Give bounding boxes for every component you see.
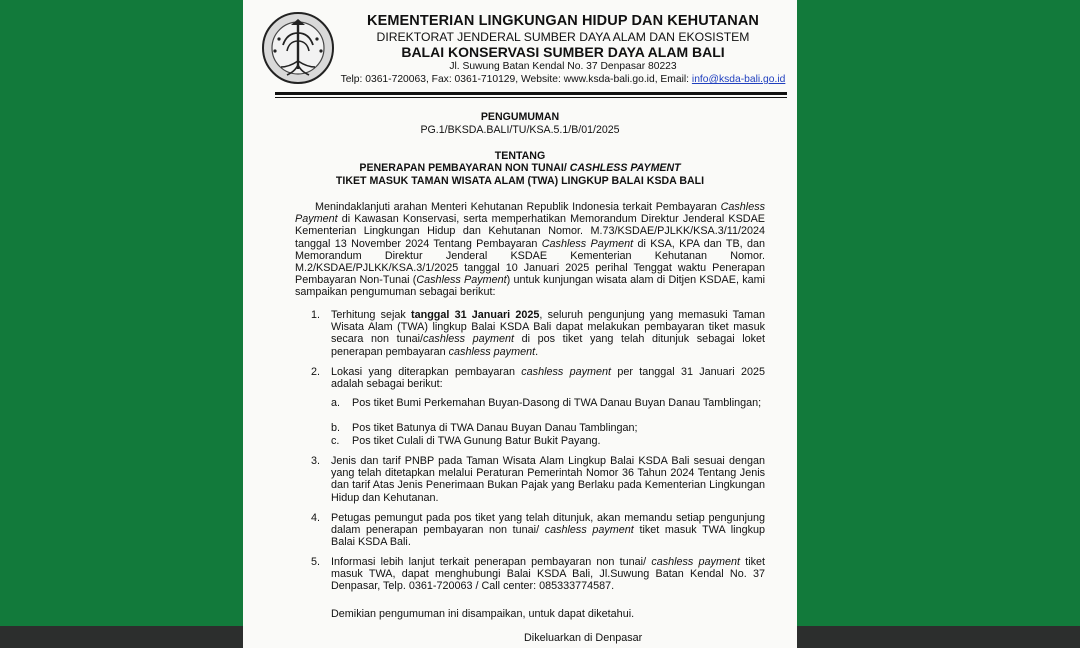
intro-text-2: di Kawasan Konservasi, serta memperhatikan Memorandum Direktur Jenderal KSDAE Kementerian Lingkungan Hidup dan Kehutanan Nomor. M.73/KSDAE/PJLKK/KSA.3/11/2024 tanggal 13 November 2024 Tentang Pembayaran [295,213,765,250]
office-name: BALAI KONSERVASI SUMBER DAYA ALAM BALI [401,44,725,60]
sub-item-a [331,397,765,409]
item-1-italic-d: cashless payment [423,333,515,346]
sub-item-c-text: Pos tiket Culali di TWA Gunung Batur Bukit Payang. [352,435,601,447]
item-4-italic-b: cashless payment [544,524,634,537]
item-2-text-a: Lokasi yang diterapkan pembayaran [331,366,522,378]
list-number: 4. [311,512,321,524]
item-1-text-a: Terhitung sejak [331,309,411,321]
item-1-date-bold: tanggal 31 Januari 2025 [411,309,540,321]
list-number: 5. [311,556,321,568]
sub-letter: c. [331,435,340,447]
contact-line [339,73,787,87]
subject-line-2: TIKET MASUK TAMAN WISATA ALAM (TWA) LINGKUP BALAI KSDA BALI [335,175,705,187]
list-item-1 [311,309,765,358]
list-number: 2. [311,366,321,378]
subject-line-1 [243,162,797,175]
item-2-text-c: per tanggal 31 Januari 2025 adalah sebagai berikut: [331,366,765,391]
item-1-italic-f: cashless payment [448,345,536,358]
intro-text-1: Menindaklanjuti arahan Menteri Kehutanan Republik Indonesia terkait Pembayaran [315,201,721,213]
item-5-italic-b: cashless payment [651,556,740,568]
list-item-3 [311,455,765,504]
item-5-text-a: Informasi lebih lanjut terkait penerapan pembayaran non tunai/ [331,556,652,568]
intro-italic-2: Cashless Payment [541,237,634,250]
subject-line-1-italic: CASHLESS PAYMENT [569,162,681,174]
about-label: TENTANG [494,150,546,162]
sub-letter: a. [331,397,341,409]
email-link[interactable]: info@ksda-bali.go.id [691,74,786,85]
item-2-italic-b: cashless payment [521,366,612,378]
sub-item-a-text: Pos tiket Bumi Perkemahan Buyan-Dasong di TWA Danau Buyan Danau Tamblingan; [352,397,762,409]
intro-text-4: ) untuk kunjungan wisata alam di Ditjen KSDAE, kami sampaikan pengumuman sebagai berikut: [295,274,766,299]
list-item-4 [311,512,765,549]
subject-line-1-text: PENERAPAN PEMBAYARAN NON TUNAI/ [359,162,570,174]
sub-item-b [331,422,765,434]
list-item-5 [311,556,765,593]
intro-italic-1: Cashless Payment [295,201,765,226]
letterhead-divider-thin [275,97,787,98]
letterhead-divider [275,92,787,95]
letterhead [339,13,787,87]
sub-letter: b. [331,422,341,434]
sub-item-b-text: Pos tiket Batunya di TWA Danau Buyan Danau Tamblingan; [352,422,638,434]
item-4-text-a: Petugas pemungut pada pos tiket yang telah ditunjuk, akan memandu setiap pengunjung dalam penerapan pembayaran non tunai/ [331,512,765,537]
list-item-2 [311,366,765,390]
ministry-logo-icon [261,11,335,85]
item-3-text: Jenis dan tarif PNBP pada Taman Wisata Alam Lingkup Balai KSDA Bali sesuai dengan yang telah ditetapkan melalui Peraturan Pemerintah Nomor 36 Tahun 2024 Tentang Jenis dan tarif Atas Jenis Penerimaan Bukan Pajak yang Berlaku pada Kementerian Lingkungan Hidup dan Kehutanan. [331,455,765,504]
contact-text: Telp: 0361-720063, Fax: 0361-710129, Website: www.ksda-bali.go.id, Email: [340,74,692,85]
directorate-name: DIREKTORAT JENDERAL SUMBER DAYA ALAM DAN EKOSISTEM [376,30,750,44]
announcement-document [243,0,797,648]
office-address: Jl. Suwung Batan Kendal No. 37 Denpasar 80223 [449,61,677,72]
intro-text-3: di KSA, KPA dan TB, dan Memorandum Direktur Jenderal KSDAE Kementerian Kehutanan Nomor. M.2/KSDAE/PJLKK/KSA.3/1/2025 tanggal 10 Januari 2025 perihal Tenggat waktu Penerapan Pembayaran Non-Tunai ( [295,237,765,287]
intro-italic-3: Cashless Payment [416,274,507,287]
list-number: 1. [311,309,321,321]
item-1-text-g: . [535,345,539,358]
announcement-number: PG.1/BKSDA.BALI/TU/KSA.5.1/B/01/2025 [420,124,620,136]
ministry-name: KEMENTERIAN LINGKUNGAN HIDUP DAN KEHUTANAN [367,13,759,29]
closing-statement: Demikian pengumuman ini disampaikan, untuk dapat diketahui. [331,608,635,620]
sub-item-c [331,435,765,447]
issued-location: Dikeluarkan di Denpasar [524,632,643,644]
item-5-text-c: tiket masuk TWA, dapat menghubungi Balai KSDA Bali, Jl.Suwung Batan Kendal No. 37 Denpasar, Telp. 0361-720063 / Call center: 085333774587. [331,556,765,593]
item-1-text-e: di pos tiket yang telah ditunjuk sebagai loket penerapan pembayaran [331,333,766,358]
item-4-text-c: tiket masuk TWA lingkup Balai KSDA Bali. [331,524,765,549]
item-1-text-c: , seluruh pengunjung yang memasuki Taman Wisata Alam (TWA) lingkup Balai KSDA Bali dapat melakukan pembayaran tiket masuk secara non tunai/ [331,309,765,346]
list-number: 3. [311,455,321,467]
announcement-title: PENGUMUMAN [480,111,560,123]
intro-paragraph [295,201,765,299]
